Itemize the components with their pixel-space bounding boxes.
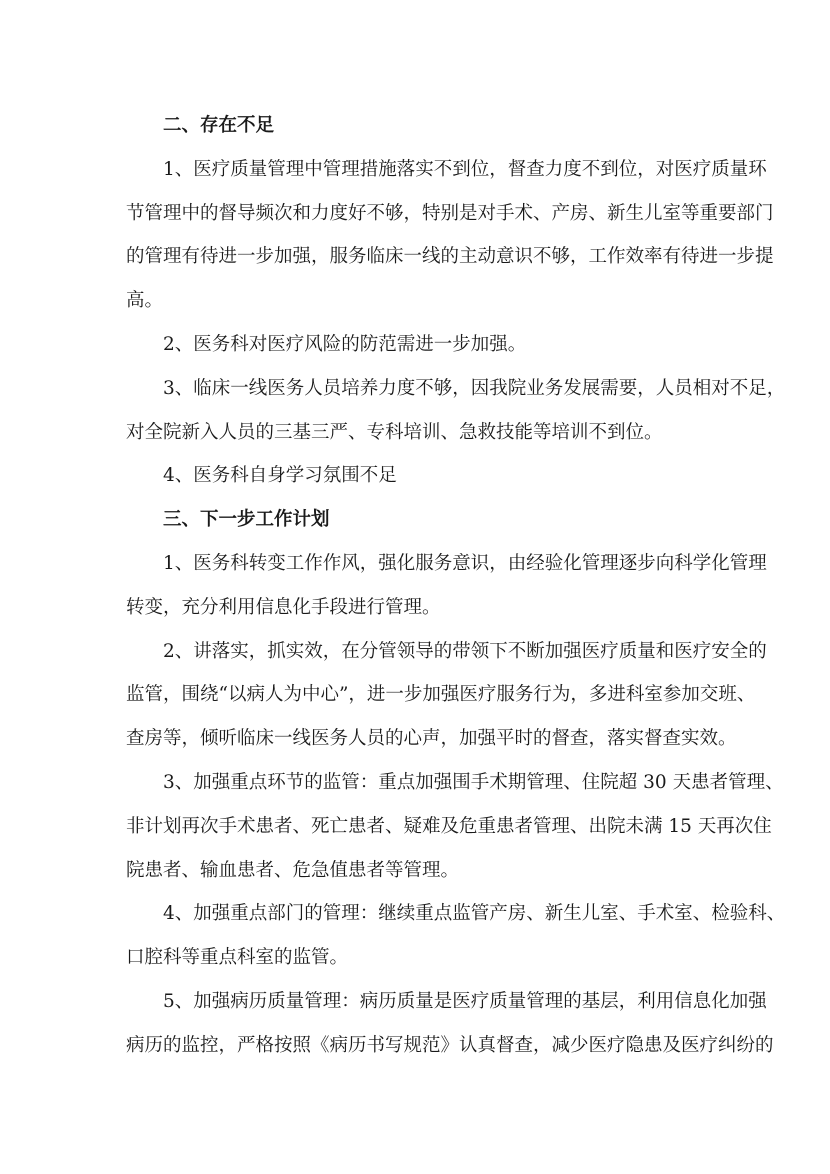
text-line: 2、医务科对医疗风险的防范需进一步加强。	[163, 333, 527, 355]
text-line: 监管，围绕“以病人为中心”，进一步加强医疗服务行为，多进科室参加交班、	[126, 684, 756, 706]
text-line: 1、医务科转变工作作风，强化服务意识，由经验化管理逐步向科学化管理	[163, 552, 767, 574]
text-line: 院患者、输血患者、危急值患者等管理。	[126, 859, 460, 881]
text-line: 转变，充分利用信息化手段进行管理。	[126, 596, 441, 618]
section-heading	[126, 112, 714, 156]
text-line: 对全院新入人员的三基三严、专科培训、急救技能等培训不到位。	[126, 421, 663, 443]
text-line: 3、临床一线医务人员培养力度不够，因我院业务发展需要，人员相对不足，	[163, 377, 786, 399]
text-line: 1、医疗质量管理中管理措施落实不到位，督查力度不到位，对医疗质量环	[163, 158, 767, 180]
paragraph	[126, 900, 786, 988]
text-line: 5、加强病历质量管理：病历质量是医疗质量管理的基层，利用信息化加强	[163, 990, 767, 1012]
text-line: 二、存在不足	[163, 115, 275, 136]
paragraph	[126, 156, 774, 331]
text-line: 口腔科等重点科室的监管。	[126, 947, 349, 969]
document-body	[126, 112, 786, 1076]
text-line: 病历的监控，严格按照《病历书写规范》认真督查，减少医疗隐患及医疗纠纷的	[126, 1034, 774, 1056]
text-line: 2、讲落实，抓实效，在分管领导的带领下不断加强医疗质量和医疗安全的	[163, 640, 767, 662]
text-line: 4、加强重点部门的管理：继续重点监管产房、新生儿室、手术室、检验科、	[163, 903, 786, 925]
section-heading	[126, 506, 714, 550]
text-line: 4、医务科自身学习氛围不足	[163, 465, 397, 487]
paragraph	[126, 462, 714, 506]
paragraph	[126, 638, 767, 769]
paragraph	[126, 550, 767, 638]
text-line: 的管理有待进一步加强，服务临床一线的主动意识不够，工作效率有待进一步提	[126, 246, 774, 268]
paragraph	[126, 331, 714, 375]
paragraph	[126, 769, 784, 900]
text-line: 3、加强重点环节的监管：重点加强围手术期管理、住院超 30 天患者管理、	[163, 771, 784, 793]
text-line: 高。	[126, 290, 164, 312]
paragraph	[126, 375, 786, 463]
text-line: 查房等，倾听临床一线医务人员的心声，加强平时的督查，落实督查实效。	[126, 728, 737, 750]
text-line: 非计划再次手术患者、死亡患者、疑难及危重患者管理、出院未满 15 天再次住	[126, 815, 772, 837]
text-line: 节管理中的督导频次和力度好不够，特别是对手术、产房、新生儿室等重要部门	[126, 202, 774, 224]
text-line: 三、下一步工作计划	[163, 509, 330, 531]
paragraph	[126, 988, 774, 1076]
